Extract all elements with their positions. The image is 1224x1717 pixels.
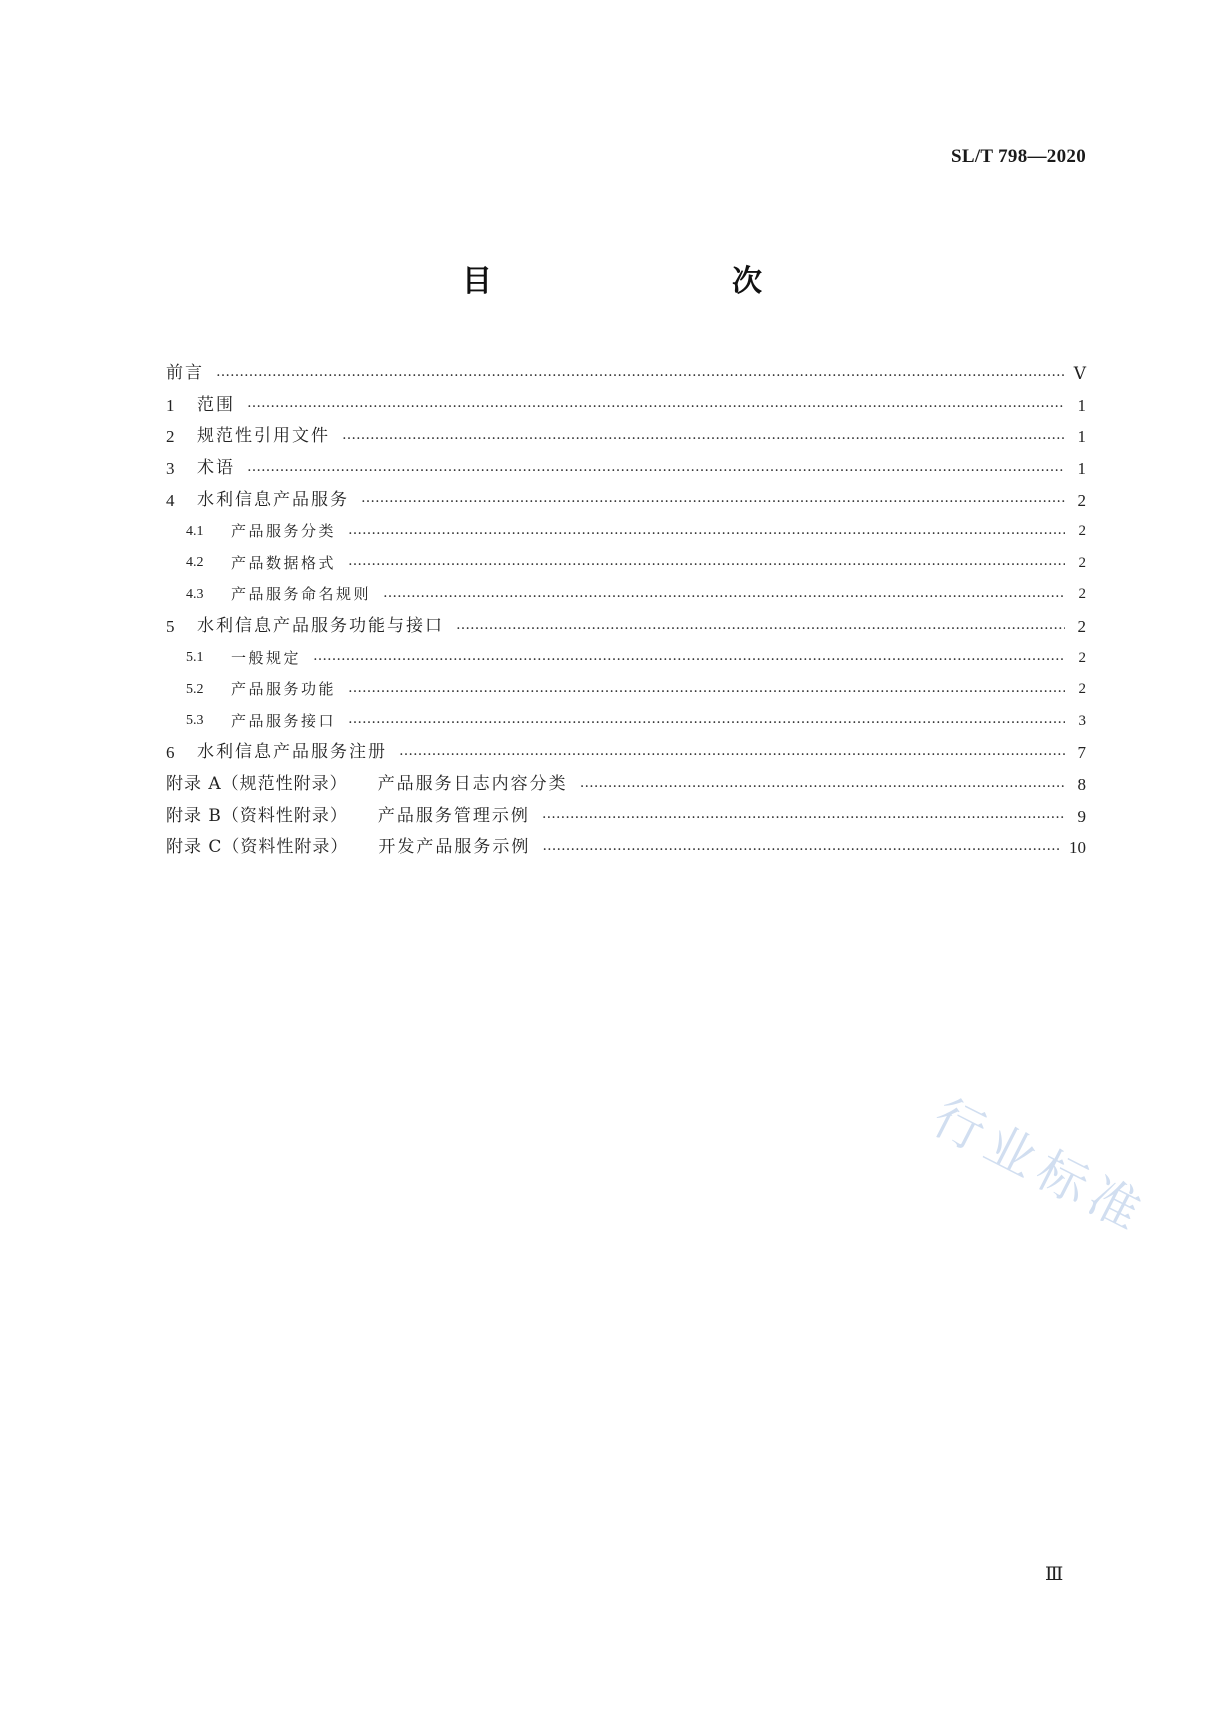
toc-entry-number: 4.1	[186, 523, 204, 539]
toc-page-number: 2	[1077, 490, 1086, 510]
toc-entry-5-1[interactable]	[166, 642, 1086, 674]
toc-page-number: 3	[1078, 712, 1086, 729]
watermark: 行业标准	[923, 1087, 1157, 1245]
toc-entry-label: 术语	[197, 458, 235, 479]
toc-entry-preface[interactable]	[166, 358, 1086, 390]
toc-entry-label: 一般规定	[231, 648, 302, 667]
toc-entry-label: 产品服务管理示例	[377, 805, 530, 826]
toc-dot-leader	[456, 618, 1065, 632]
toc-page-number: 1	[1077, 395, 1086, 415]
table-of-contents	[166, 358, 1086, 864]
toc-dot-leader	[247, 396, 1065, 410]
toc-dot-leader	[542, 807, 1065, 821]
toc-entry-label: 水利信息产品服务功能与接口	[197, 616, 444, 637]
toc-dot-leader	[399, 744, 1065, 758]
page-title: 目 次	[462, 264, 822, 299]
toc-dot-leader	[383, 586, 1065, 600]
toc-dot-leader	[542, 839, 1060, 853]
toc-entry-label: 产品服务日志内容分类	[377, 774, 568, 795]
toc-page-number: 10	[1069, 838, 1086, 858]
toc-entry-label: 开发产品服务示例	[378, 837, 531, 858]
toc-entry-number: 5.3	[186, 713, 204, 729]
toc-page-number: 8	[1077, 775, 1086, 795]
toc-dot-leader	[348, 712, 1065, 726]
toc-appendix-a[interactable]	[166, 769, 1086, 801]
toc-entry-number: 5.1	[186, 650, 204, 666]
toc-entry-label: 水利信息产品服务注册	[197, 742, 387, 763]
toc-dot-leader	[361, 491, 1065, 505]
toc-page-number: Ⅴ	[1073, 364, 1086, 384]
toc-appendix-c[interactable]	[166, 832, 1086, 864]
toc-entry-label: 规范性引用文件	[197, 426, 330, 447]
toc-appendix-head: 附录 B（资料性附录）	[166, 805, 348, 826]
toc-entry-label: 产品数据格式	[231, 553, 337, 572]
toc-entry-5[interactable]	[166, 611, 1086, 643]
toc-entry-4[interactable]	[166, 484, 1086, 516]
toc-entry-number: 4.3	[186, 586, 204, 602]
toc-entry-3[interactable]	[166, 453, 1086, 485]
toc-entry-label: 范围	[197, 394, 235, 415]
toc-entry-number: 5.2	[186, 681, 204, 697]
toc-entry-label: 产品服务命名规则	[231, 585, 372, 604]
toc-entry-6[interactable]	[166, 737, 1086, 769]
toc-dot-leader	[342, 428, 1065, 442]
toc-appendix-b[interactable]	[166, 800, 1086, 832]
toc-page-number: 2	[1077, 617, 1086, 637]
page-number: Ⅲ	[1045, 1564, 1064, 1585]
toc-appendix-head: 附录 C（资料性附录）	[166, 837, 349, 858]
toc-page-number: 9	[1077, 806, 1086, 826]
toc-entry-1[interactable]	[166, 390, 1086, 422]
toc-dot-leader	[580, 776, 1065, 790]
toc-entry-label: 产品服务接口	[231, 711, 337, 730]
toc-entry-label: 产品服务分类	[231, 522, 337, 541]
toc-page-number: 1	[1077, 459, 1086, 479]
toc-dot-leader	[247, 460, 1065, 474]
toc-entry-4-3[interactable]	[166, 579, 1086, 611]
toc-entry-4-1[interactable]	[166, 516, 1086, 548]
toc-page-number: 2	[1078, 554, 1086, 571]
standard-code: SL/T 798—2020	[951, 146, 1086, 167]
toc-entry-label: 前言	[166, 363, 204, 384]
toc-dot-leader	[348, 554, 1065, 568]
toc-page-number: 2	[1078, 649, 1086, 666]
toc-dot-leader	[313, 649, 1065, 663]
toc-page-number: 1	[1077, 427, 1086, 447]
toc-entry-number: 1	[166, 395, 175, 415]
toc-entry-number: 6	[166, 743, 175, 763]
toc-page-number: 2	[1078, 681, 1086, 698]
toc-dot-leader	[348, 523, 1065, 537]
toc-entry-number: 3	[166, 459, 175, 479]
toc-entry-number: 4	[166, 490, 175, 510]
toc-entry-5-2[interactable]	[166, 674, 1086, 706]
toc-dot-leader	[348, 681, 1065, 695]
toc-page-number: 2	[1078, 586, 1086, 603]
toc-entry-label: 产品服务功能	[231, 680, 337, 699]
toc-entry-number: 2	[166, 427, 175, 447]
toc-page-number: 7	[1077, 743, 1086, 763]
toc-entry-2[interactable]	[166, 421, 1086, 453]
toc-entry-number: 4.2	[186, 555, 204, 571]
toc-entry-number: 5	[166, 617, 175, 637]
toc-entry-label: 水利信息产品服务	[197, 489, 349, 510]
toc-page-number: 2	[1078, 523, 1086, 540]
toc-dot-leader	[216, 365, 1065, 379]
toc-entry-4-2[interactable]	[166, 548, 1086, 580]
toc-entry-5-3[interactable]	[166, 706, 1086, 738]
toc-appendix-head: 附录 A（规范性附录）	[166, 774, 348, 795]
